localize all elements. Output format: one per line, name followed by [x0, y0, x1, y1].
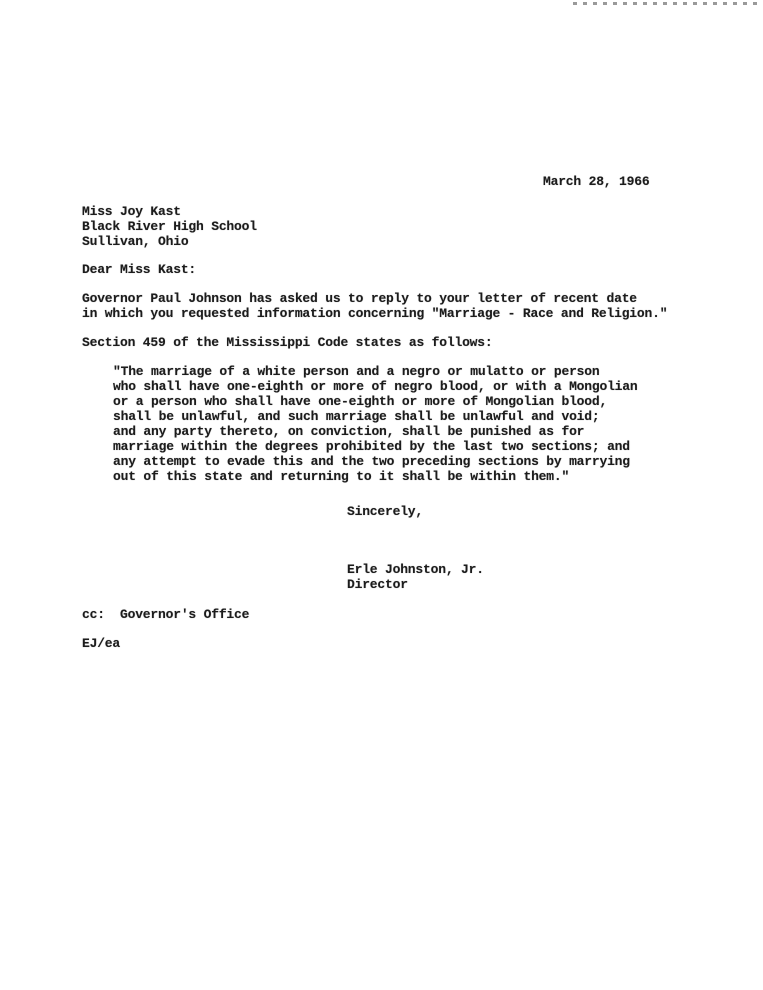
cc-line: cc: Governor's Office	[82, 607, 250, 622]
quote-line: who shall have one-eighth or more of negro blood, or with a Mongolian	[113, 379, 638, 394]
paragraph-line: in which you requested information concerning "Marriage - Race and Religion."	[82, 306, 668, 321]
signature-block	[347, 562, 484, 592]
quoted-statute-block	[113, 364, 638, 484]
letter-date: March 28, 1966	[543, 174, 650, 189]
recipient-school: Black River High School	[82, 219, 257, 234]
quote-line: "The marriage of a white person and a negro or mulatto or person	[113, 364, 600, 379]
quote-line: and any party thereto, on conviction, shall be punished as for	[113, 424, 585, 439]
quote-line: shall be unlawful, and such marriage shall be unlawful and void;	[113, 409, 600, 424]
recipient-name: Miss Joy Kast	[82, 204, 181, 219]
salutation: Dear Miss Kast:	[82, 262, 197, 277]
quote-line: any attempt to evade this and the two preceding sections by marrying	[113, 454, 630, 469]
paragraph-line: Governor Paul Johnson has asked us to reply to your letter of recent date	[82, 291, 637, 306]
perforation-dashes	[573, 2, 763, 5]
quote-line: out of this state and returning to it shall be within them."	[113, 469, 570, 484]
signature-name: Erle Johnston, Jr.	[347, 562, 484, 577]
quote-line: or a person who shall have one-eighth or more of Mongolian blood,	[113, 394, 608, 409]
closing: Sincerely,	[347, 504, 424, 519]
body-paragraph-1	[82, 291, 667, 321]
quote-line: marriage within the degrees prohibited by the last two sections; and	[113, 439, 630, 454]
typist-initials: EJ/ea	[82, 636, 121, 651]
recipient-address-block	[82, 204, 257, 249]
recipient-city: Sullivan, Ohio	[82, 234, 189, 249]
signature-title: Director	[347, 577, 408, 592]
body-paragraph-2: Section 459 of the Mississippi Code states as follows:	[82, 335, 493, 350]
